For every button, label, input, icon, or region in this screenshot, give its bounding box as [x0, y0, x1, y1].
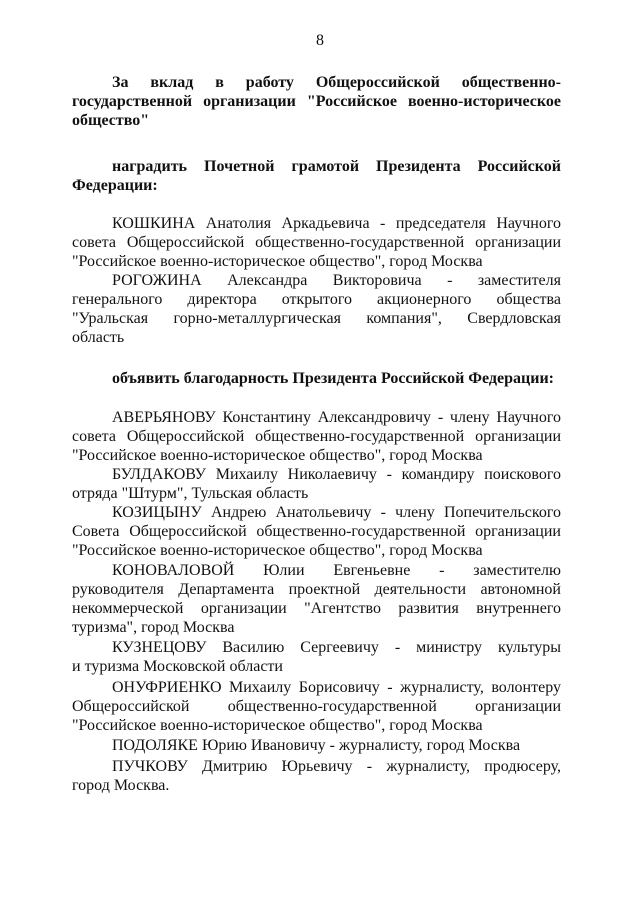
entry-line: АВЕРЬЯНОВУ Константину Александровичу - члену Научного — [112, 409, 561, 426]
entry-line: "Российское военно-историческое общество", город Москва — [72, 253, 483, 270]
entry-line: РОГОЖИНА Александра Викторовича - заместителя — [112, 272, 561, 289]
entry-line: Совета Общероссийской общественно-государственной организации — [72, 523, 561, 540]
gratitude-entry-averyanov — [72, 408, 561, 465]
intro-line: государственной организации "Российское военно-историческое — [72, 93, 561, 110]
entry-line: совета Общероссийской общественно-государственной организации — [72, 234, 561, 251]
intro-paragraph — [72, 73, 561, 130]
award-entry-rogozhin — [72, 271, 561, 347]
entry-line: и туризма Московской области — [72, 658, 283, 675]
gratitude-entry-buldakov — [72, 465, 561, 503]
entry-line: КУЗНЕЦОВУ Василию Сергеевичу - министру культуры — [112, 639, 561, 656]
entry-line: ПОДОЛЯКЕ Юрию Ивановичу - журналисту, город Москва — [112, 737, 521, 754]
gratitude-entry-onufrienko — [72, 678, 561, 735]
entry-line: "Российское военно-историческое общество", город Москва — [72, 447, 483, 464]
entry-line: руководителя Департамента проектной деятельности автономной — [72, 581, 561, 598]
gratitude-entry-konovalova — [72, 561, 561, 637]
entry-line: область — [72, 329, 125, 346]
entry-line: ПУЧКОВУ Дмитрию Юрьевичу - журналисту, продюсеру, — [112, 758, 561, 775]
entry-line: БУЛДАКОВУ Михаилу Николаевичу - командиру поискового — [112, 466, 561, 483]
entry-line: КОЗИЦЫНУ Андрею Анатольевичу - члену Попечительского — [112, 504, 561, 521]
gratitude-heading — [72, 369, 561, 388]
gratitude-heading-line: объявить благодарность Президента Российской Федерации: — [112, 370, 554, 387]
entry-line: некоммерческой организации "Агентство развития внутреннего — [72, 600, 561, 617]
entry-line: город Москва. — [72, 777, 170, 794]
intro-line: общество" — [72, 112, 150, 129]
intro-line: За вклад в работу Общероссийской общественно- — [112, 74, 561, 91]
entry-line: ОНУФРИЕНКО Михаилу Борисовичу - журналисту, волонтеру — [112, 679, 561, 696]
gratitude-entry-kuznetsov — [72, 638, 561, 676]
entry-line: КОНОВАЛОВОЙ Юлии Евгеньевне - заместителю — [112, 562, 561, 579]
entry-line: генерального директора открытого акционерного общества — [72, 291, 561, 308]
page-number: 8 — [316, 32, 324, 49]
entry-line: КОШКИНА Анатолия Аркадьевича - председателя Научного — [112, 215, 561, 232]
entry-line: "Уральская горно-металлургическая компания", Свердловская — [72, 310, 561, 327]
entry-line: Общероссийской общественно-государственной организации — [72, 698, 561, 715]
entry-line: "Российское военно-историческое общество", город Москва — [72, 717, 483, 734]
award-heading-line: Федерации: — [72, 177, 158, 194]
award-heading-line: наградить Почетной грамотой Президента Российской — [112, 158, 561, 175]
entry-line: "Российское военно-историческое общество", город Москва — [72, 542, 483, 559]
gratitude-entry-puchkov — [72, 757, 561, 795]
gratitude-entry-kozitsyn — [72, 503, 561, 560]
award-entry-koshkin — [72, 214, 561, 271]
entry-line: отряда "Штурм", Тульская область — [72, 485, 309, 502]
gratitude-entry-podolyaka — [72, 736, 561, 755]
award-heading — [72, 157, 561, 195]
entry-line: совета Общероссийской общественно-государственной организации — [72, 428, 561, 445]
entry-line: туризма", город Москва — [72, 619, 235, 636]
